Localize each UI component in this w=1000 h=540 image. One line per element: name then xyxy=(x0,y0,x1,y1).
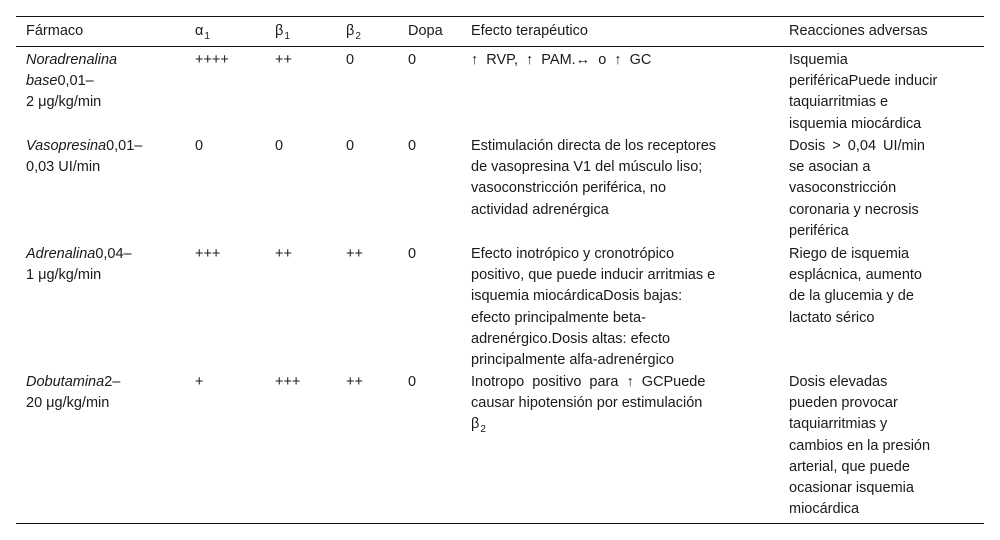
top-rule xyxy=(16,16,984,17)
header-alpha1: $\alpha_1$ xyxy=(195,23,210,42)
reacciones-text: Dosis > 0,04 UI/min se asocian a vasoconstricción coronaria y necrosis periférica xyxy=(789,138,925,239)
drug-cell xyxy=(26,244,132,286)
bottom-rule xyxy=(16,523,984,524)
alpha1-value: + xyxy=(195,374,204,390)
beta1-value: ++ xyxy=(275,246,292,262)
reacciones-text: Isquemia periféricaPuede inducir taquiarritmias e isquemia miocárdica xyxy=(789,52,938,132)
dopa-value: 0 xyxy=(408,246,417,262)
drug-name: Adrenalina xyxy=(26,246,96,262)
efecto-text: Estimulación directa de los receptores de vasopresina V1 del músculo liso; vasoconstricción periférica, no actividad adrenérgica xyxy=(471,138,717,218)
drug-name: Dobutamina xyxy=(26,374,105,390)
header-reacciones: Reacciones adversas xyxy=(789,23,928,39)
efecto-text: Efecto inotrópico y cronotrópico positivo, que puede inducir arritmias e isquemia miocárdicaDosis bajas: efecto principalmente beta- adrenérgico.Dosis altas: efecto principalmente alfa-adrenérgico xyxy=(471,246,716,369)
beta1-value: 0 xyxy=(275,138,284,154)
drug-dose: 0,03 UI/min xyxy=(26,159,101,176)
alpha1-value: 0 xyxy=(195,138,204,154)
alpha1-value: +++ xyxy=(195,246,221,262)
header-beta2: $\beta_2$ xyxy=(346,23,361,42)
drug-cell xyxy=(26,50,117,114)
reacciones-text: Dosis elevadas pueden provocar taquiarritmias y cambios en la presión arterial, que puede ocasionar isquemia miocárdica xyxy=(789,374,931,518)
reacciones-text: Riego de isquemia esplácnica, aumento de la glucemia y de lactato sérico xyxy=(789,246,922,326)
drug-dose: 20 μg/kg/min xyxy=(26,395,110,412)
dopa-value: 0 xyxy=(408,374,417,390)
beta1-value: ++ xyxy=(275,52,292,68)
drug-dose: 1 μg/kg/min xyxy=(26,267,102,284)
beta2-value: 0 xyxy=(346,138,355,154)
drug-cell xyxy=(26,372,120,414)
drug-dose: 2 μg/kg/min xyxy=(26,94,102,111)
header-efecto: Efecto terapéutico xyxy=(471,23,588,39)
beta2-value: ++ xyxy=(346,246,363,262)
header-rule xyxy=(16,46,984,47)
efecto-text: Inotropo positivo para ↑ GCPuede causar hipotensión por estimulación $\beta_2$ xyxy=(471,374,706,436)
drug-table xyxy=(16,16,984,524)
drug-name: Vasopresina xyxy=(26,138,107,154)
beta1-value: +++ xyxy=(275,374,301,390)
header-beta1: $\beta_1$ xyxy=(275,23,290,42)
header-dopa: Dopa xyxy=(408,23,443,39)
drug-dose: 2– xyxy=(104,374,121,390)
drug-name: base xyxy=(26,73,58,90)
dopa-value: 0 xyxy=(408,52,417,68)
alpha1-value: ++++ xyxy=(195,52,229,68)
drug-dose: 0,04– xyxy=(95,246,132,262)
drug-dose: 0,01– xyxy=(57,73,94,90)
efecto-text: ↑ RVP, ↑ PAM.↔ o ↑ GC xyxy=(471,52,652,68)
drug-name: Noradrenalina xyxy=(26,52,118,68)
beta2-value: ++ xyxy=(346,374,363,390)
drug-dose: 0,01– xyxy=(106,138,143,154)
header-farmaco: Fármaco xyxy=(26,23,84,39)
dopa-value: 0 xyxy=(408,138,417,154)
drug-cell xyxy=(26,136,142,178)
beta2-value: 0 xyxy=(346,52,355,68)
